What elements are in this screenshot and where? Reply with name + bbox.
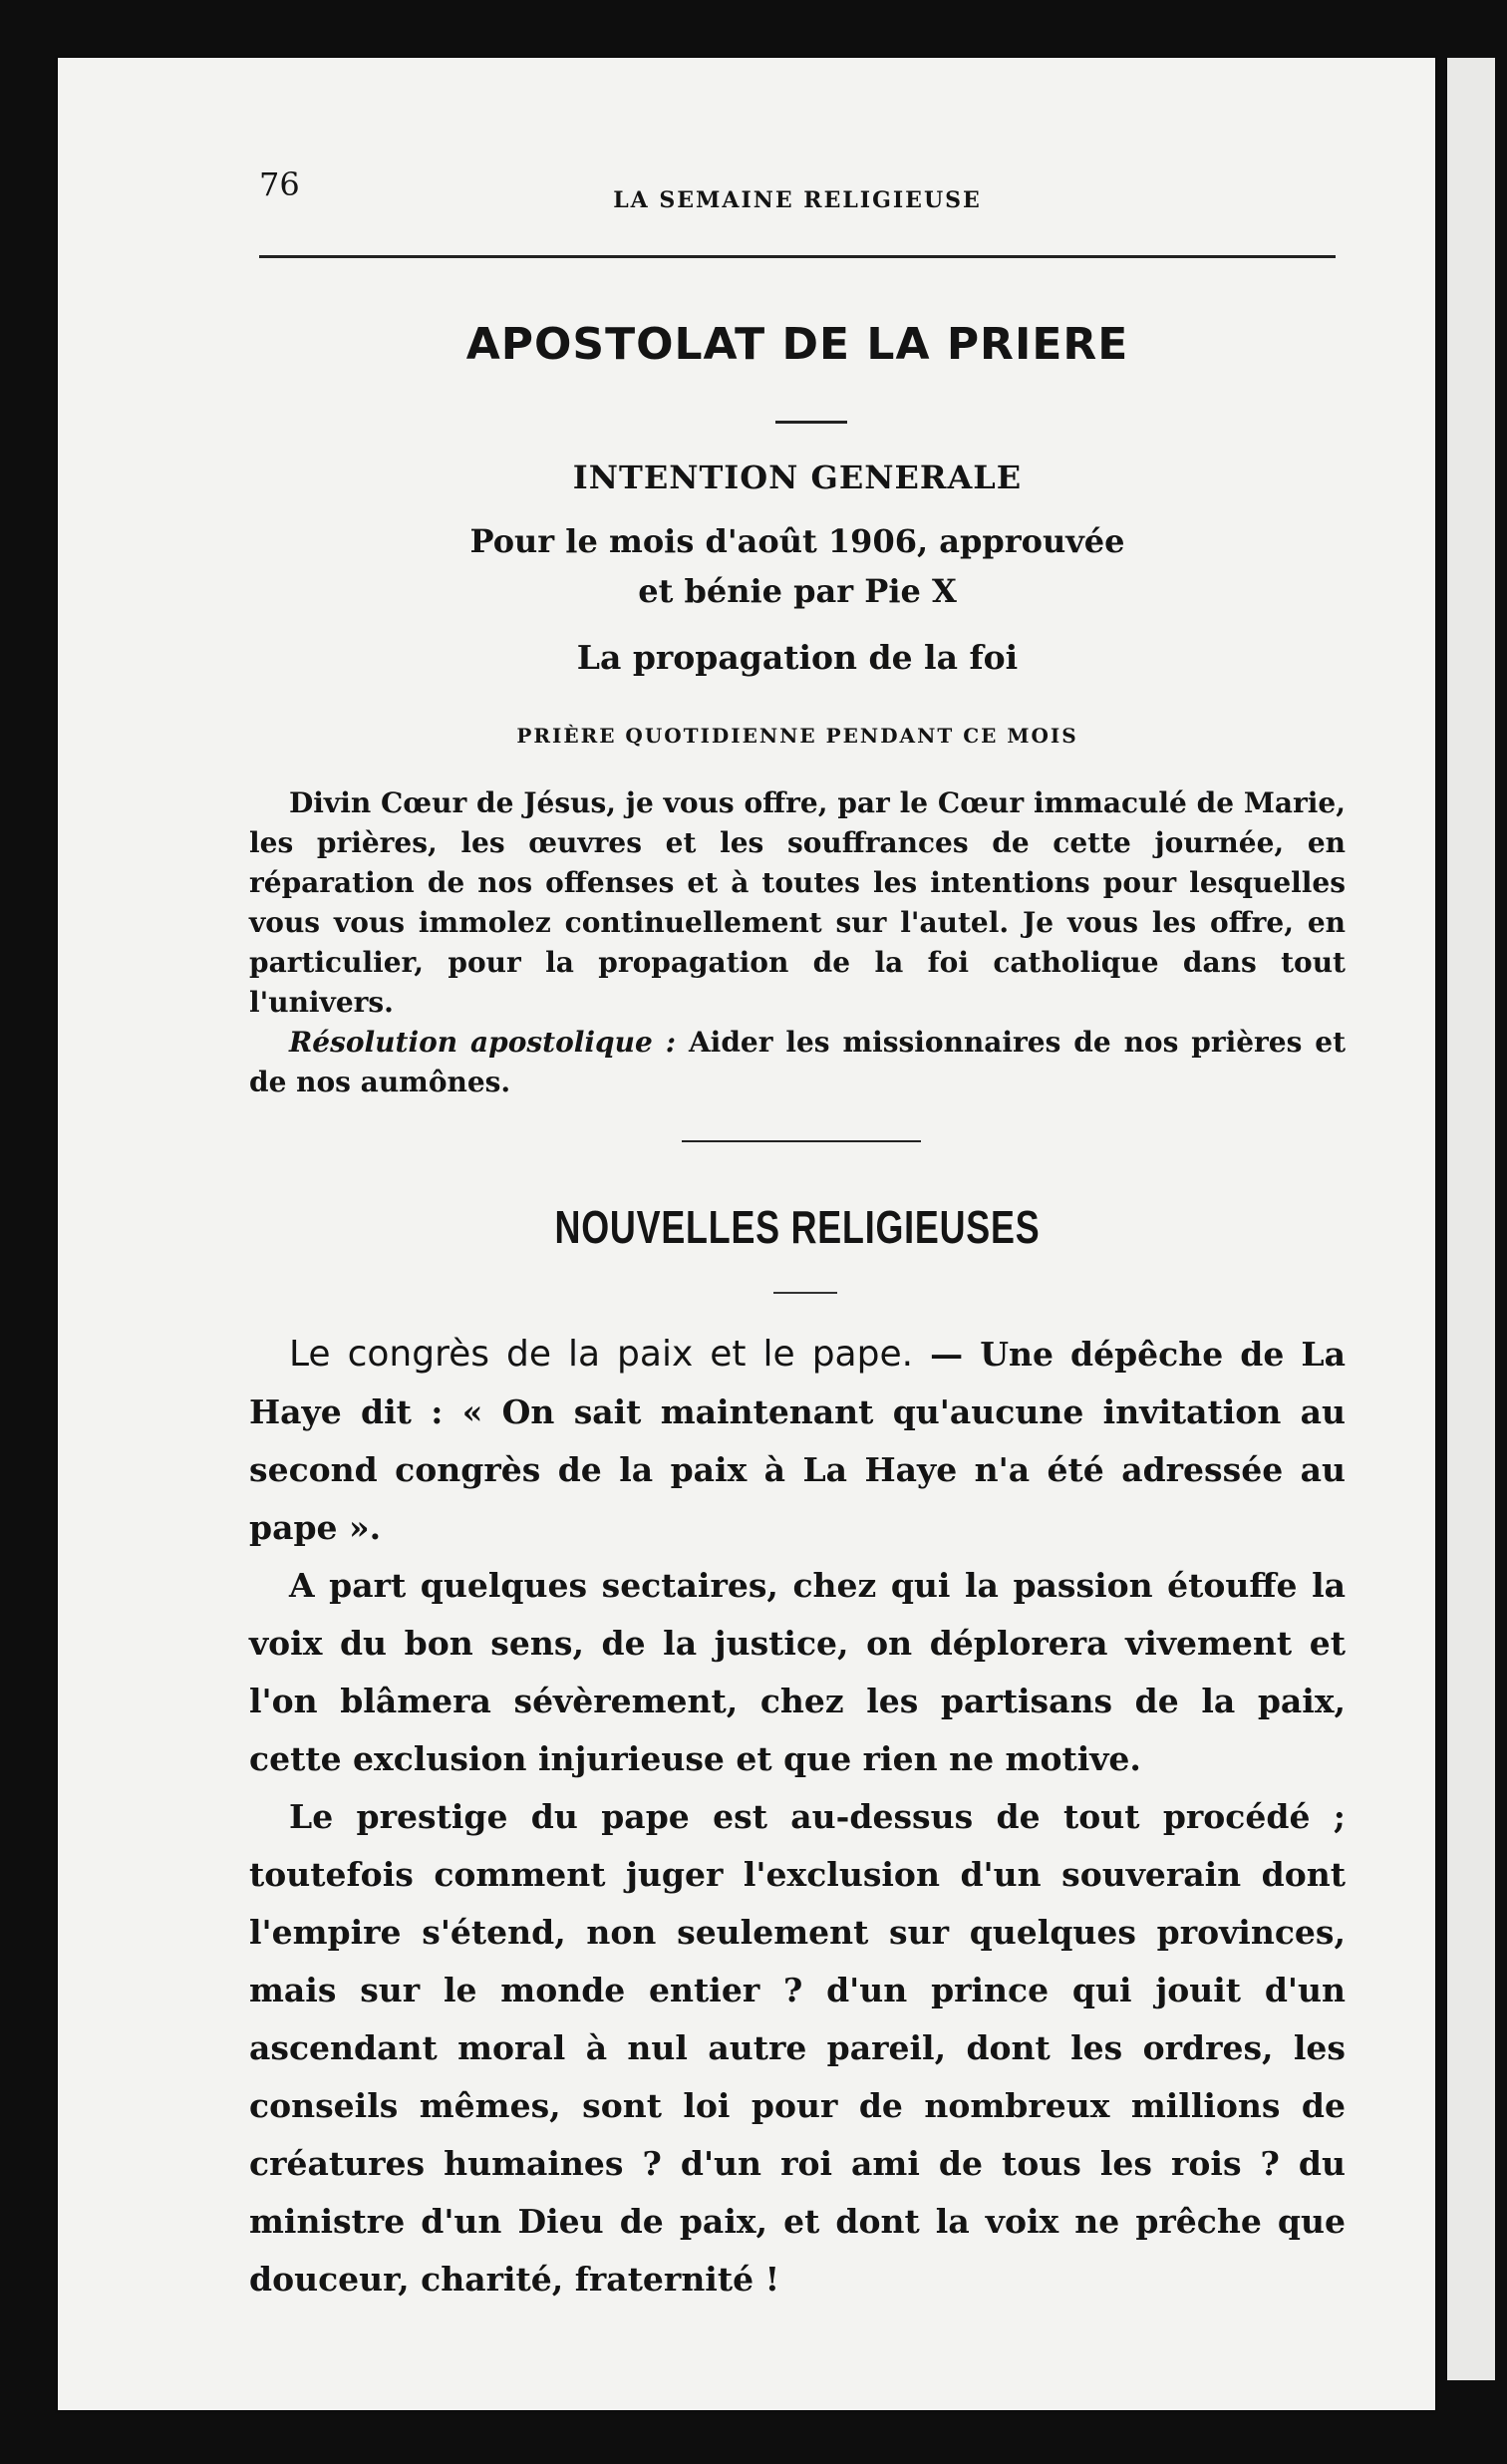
title-divider-short bbox=[773, 1292, 837, 1294]
resolution-label: Résolution apostolique : bbox=[289, 1026, 677, 1059]
intention-heading: INTENTION GENERALE bbox=[572, 459, 1023, 496]
page-number: 76 bbox=[259, 165, 300, 203]
article-lead: Le congrès de la paix et le pape. bbox=[289, 1334, 914, 1375]
section-title-nouvelles: NOUVELLES RELIGIEUSES bbox=[554, 1201, 1041, 1253]
article-paragraph-2: A part quelques sectaires, chez qui la passion étouffe la voix du bon sens, de la justice, on déplorera vivement et l'on blâmera sévèrement, chez les partisans de la paix, cette exclusion injurieuse et que rien ne motive. bbox=[249, 1566, 1346, 1778]
article-paragraph-1 bbox=[249, 1326, 1346, 1557]
resolution bbox=[249, 1023, 1346, 1102]
title-divider bbox=[775, 421, 847, 424]
daily-prayer-heading: PRIÈRE QUOTIDIENNE PENDANT CE MOIS bbox=[516, 724, 1078, 748]
intention-theme: La propagation de la foi bbox=[576, 638, 1019, 677]
article-body bbox=[249, 1326, 1346, 2309]
header-rule bbox=[259, 255, 1336, 258]
article-paragraph-1-rest: — Une dépêche de La Haye dit : « On sait maintenant qu'aucune invitation au second congrès de la paix à La Haye n'a été adressée au pape ». bbox=[249, 1335, 1346, 1547]
section-divider bbox=[682, 1140, 921, 1142]
running-title: LA SEMAINE RELIGIEUSE bbox=[613, 187, 982, 213]
section-title-apostolat: APOSTOLAT DE LA PRIERE bbox=[465, 319, 1129, 370]
running-head bbox=[249, 159, 1346, 213]
article-paragraph-3: Le prestige du pape est au-dessus de tout procédé ; toutefois comment juger l'exclusion d'un souverain dont l'empire s'étend, non seulement sur quelques provinces, mais sur le monde entier ? d'un prince qui jouit d'un ascendant moral à nul autre pareil, dont les ordres, les conseils mêmes, sont loi pour de nombreux millions de créatures humaines ? d'un roi ami de tous les rois ? du ministre d'un Dieu de paix, et dont la voix ne prêche que douceur, charité, fraternité ! bbox=[249, 1797, 1346, 2299]
approval-line: Pour le mois d'août 1906, approuvée et bénie par Pie X bbox=[469, 522, 1125, 610]
resolution-text: Aider les missionnaires de nos prières et de nos aumônes. bbox=[249, 1026, 1347, 1098]
prayer-text: Divin Cœur de Jésus, je vous offre, par le Cœur immaculé de Marie, les prières, les œuvres et les souffrances de cette journée, en réparation de nos offenses et à toutes les intentions pour lesquelles vous vous immolez continuellement sur l'autel. Je vous les offre, en particulier, pour la propagation de la foi catholique dans tout l'univers. bbox=[249, 786, 1346, 1019]
page-content bbox=[249, 159, 1347, 2299]
prayer-block bbox=[249, 783, 1346, 1102]
facing-page-edge bbox=[1447, 58, 1495, 2380]
